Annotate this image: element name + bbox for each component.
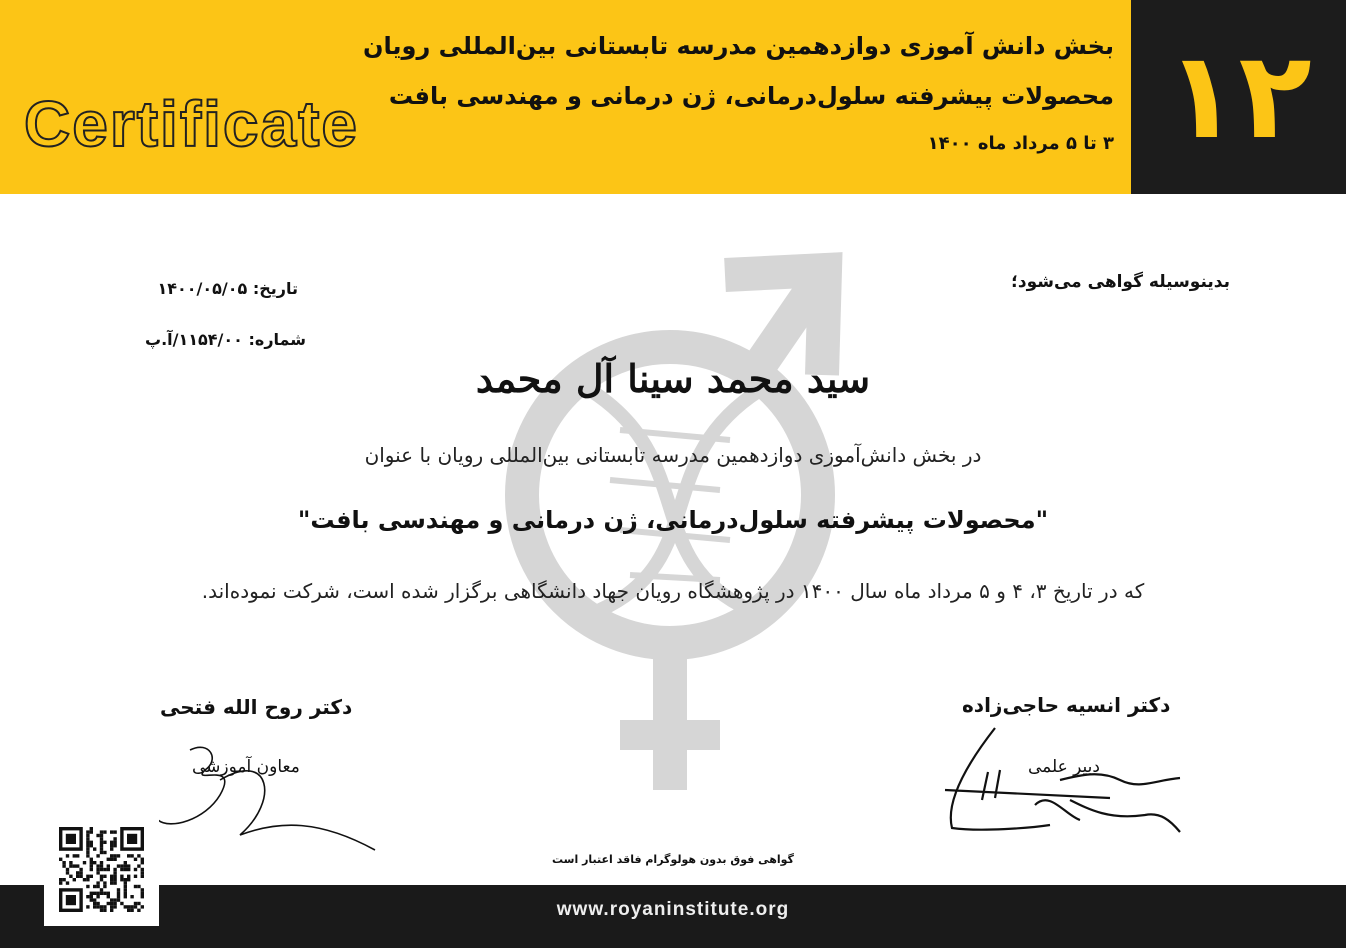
body-line-1: در بخش دانش‌آموزی دوازدهمین مدرسه تابستانی بین‌المللی رویان با عنوان xyxy=(364,443,982,467)
left-signatory-name: دکتر روح الله فتحی xyxy=(160,695,353,719)
right-signature-icon xyxy=(940,720,1190,840)
course-title: "محصولات پیشرفته سلول‌درمانی، ژن درمانی و مهندسی بافت" xyxy=(297,506,1049,534)
intro-text: بدینوسیله گواهی می‌شود؛ xyxy=(1011,272,1230,292)
header-line-1: بخش دانش آموزی دوازدهمین مدرسه تابستانی بین‌المللی رویان xyxy=(363,32,1114,60)
left-signatory-role: معاون آموزشی xyxy=(192,757,300,777)
certificate-word: Certificate xyxy=(24,88,359,160)
right-signatory-role: دبیر علمی xyxy=(1028,757,1100,777)
header-line-2: محصولات پیشرفته سلول‌درمانی، ژن درمانی و مهندسی بافت xyxy=(388,82,1114,110)
hologram-note: گواهی فوق بدون هولوگرام فاقد اعتبار است xyxy=(552,853,794,866)
left-signature-icon xyxy=(150,740,380,855)
edition-number: ۱۲ xyxy=(1165,27,1312,166)
issue-date: تاریخ: ۱۴۰۰/۰۵/۰۵ xyxy=(157,279,298,298)
header-dates: ۳ تا ۵ مرداد ماه ۱۴۰۰ xyxy=(927,133,1114,154)
qr-code-icon xyxy=(44,814,159,926)
website-link[interactable]: www.royaninstitute.org xyxy=(556,899,790,920)
certificate-number: شماره: ۱۱۵۴/۰۰/آ.پ xyxy=(144,330,306,349)
right-signatory-name: دکتر انسیه حاجی‌زاده xyxy=(962,693,1171,717)
body-line-3: که در تاریخ ۳، ۴ و ۵ مرداد ماه سال ۱۴۰۰ در پژوهشگاه رویان جهاد دانشگاهی برگزار شده است، شرکت نموده‌اند. xyxy=(201,579,1145,603)
recipient-name: سید محمد سینا آل محمد xyxy=(475,356,871,401)
edition-number-box xyxy=(1131,0,1346,194)
